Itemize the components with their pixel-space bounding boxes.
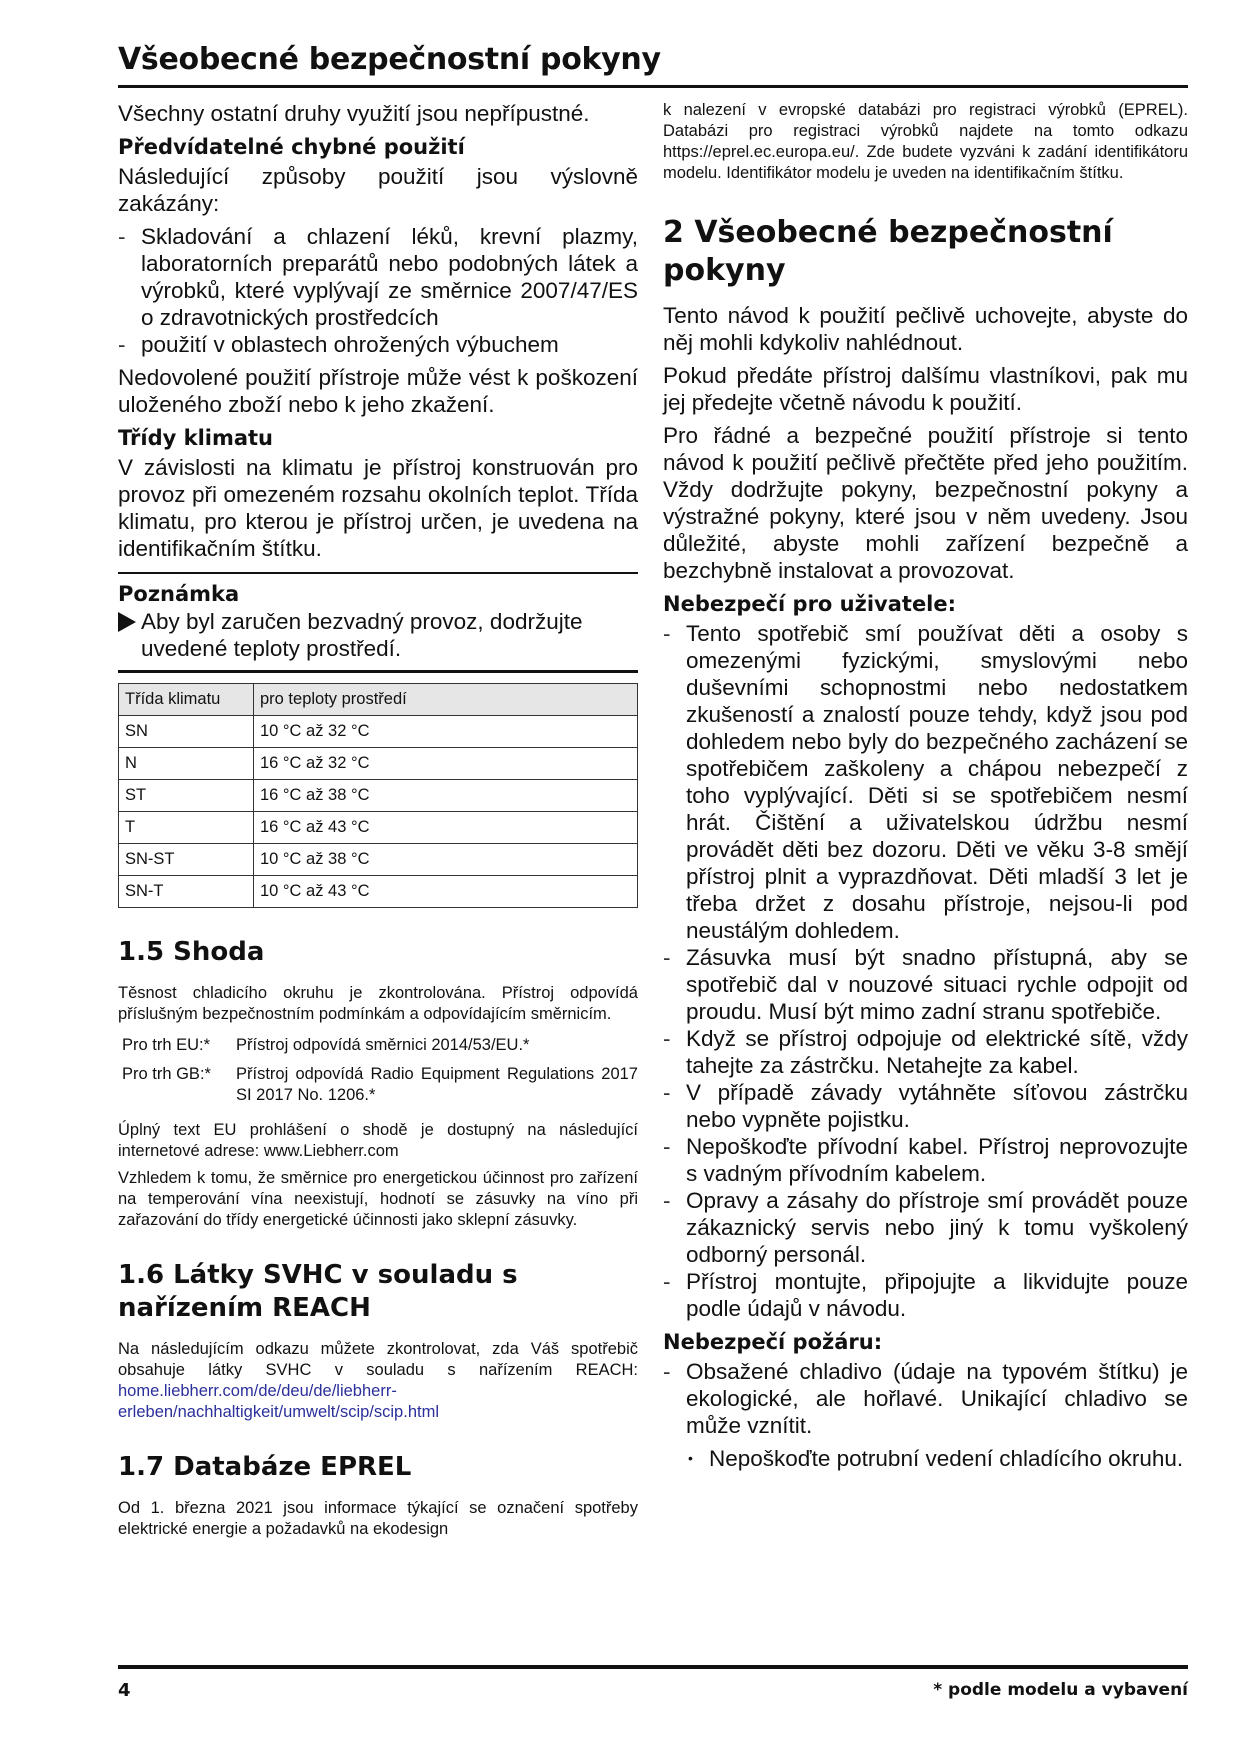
- list-item: - Nepoškoďte přívodní kabel. Přístroj neprovozujte s vadným přívodním kabelem.: [663, 1133, 1188, 1187]
- footer-rule: [118, 1665, 1188, 1669]
- footnote: * podle modelu a vybavení: [933, 1680, 1188, 1700]
- header-rule: [118, 85, 1188, 88]
- page-header: [118, 38, 1188, 82]
- list-item: - Opravy a zásahy do přístroje smí provádět pouze zákaznický servis nebo jiný k tomu vyškolený odborný personál.: [663, 1187, 1188, 1268]
- list-item: - Zásuvka musí být snadno přístupná, aby se spotřebič dal v nouzové situaci rychle odpojit od proudu. Musí být mimo zadní stranu spotřebiče.: [663, 944, 1188, 1025]
- column-header: pro teploty prostředí: [254, 684, 638, 716]
- list-item: - Skladování a chlazení léků, krevní plazmy, laboratorních preparátů nebo podobných látek a výrobků, které vyplývají ze směrnice 2007/47/ES o zdravotnických prostředcích: [118, 223, 638, 331]
- definition-row: [122, 1064, 638, 1106]
- paragraph: Pro řádné a bezpečné použití přístroje si tento návod k použití pečlivě přečtěte před jeho použitím. Vždy dodržujte pokyny, bezpečnostní pokyny a výstražné pokyny, které jsou v něm uvedeny. Jsou důležité, abyste mohli zařízení bezpečně a bezchybně instalovat a provozovat.: [663, 423, 1188, 583]
- temperature-range: 10 °C až 43 °C: [254, 876, 638, 908]
- svhc-link[interactable]: home.liebherr.com/de/deu/de/liebherr-erleben/nachhaltigkeit/umwelt/scip/scip.html: [118, 1382, 439, 1421]
- section-2-heading: 2 Všeobecné bezpečnostní pokyny: [663, 215, 1113, 288]
- table-header-row: [119, 684, 638, 716]
- table-row: [119, 812, 638, 844]
- temperature-range: 16 °C až 32 °C: [254, 748, 638, 780]
- table-row: [119, 716, 638, 748]
- paragraph: Tento návod k použití pečlivě uchovejte, abyste do něj mohli kdykoliv nahlédnout.: [663, 303, 1188, 355]
- climate-class: T: [119, 812, 254, 844]
- temperature-range: 16 °C až 38 °C: [254, 780, 638, 812]
- note-title: Poznámka: [118, 582, 240, 606]
- conformity-text: Těsnost chladicího okruhu je zkontrolována. Přístroj odpovídá příslušným bezpečnostním podmínkám a odpovídajícím směrnicím.: [118, 984, 638, 1023]
- climate-class: SN-T: [119, 876, 254, 908]
- column-header: Třída klimatu: [119, 684, 254, 716]
- intro-text: Všechny ostatní druhy využití jsou nepřípustné.: [118, 101, 590, 126]
- note-item: [118, 608, 638, 662]
- user-danger-list: [663, 620, 1188, 1322]
- list-item: - V případě závady vytáhněte síťovou zástrčku nebo vypněte pojistku.: [663, 1079, 1188, 1133]
- temperature-range: 10 °C až 38 °C: [254, 844, 638, 876]
- user-danger-heading: Nebezpečí pro uživatele:: [663, 592, 957, 616]
- climate-table: [118, 683, 638, 908]
- table-row: [119, 844, 638, 876]
- climate-class: SN: [119, 716, 254, 748]
- fire-danger-list: [663, 1358, 1188, 1439]
- definition-term: Pro trh GB:*: [122, 1065, 211, 1083]
- table-row: [119, 748, 638, 780]
- table-row: [119, 876, 638, 908]
- table-row: [119, 780, 638, 812]
- paragraph: Pokud předáte přístroj dalšímu vlastníkovi, pak mu jej předejte včetně návodu k použití.: [663, 363, 1188, 415]
- list-item: • Nepoškoďte potrubní vedení chladícího okruhu.: [686, 1445, 1188, 1472]
- section-1-7-heading: 1.7 Databáze EPREL: [118, 1452, 412, 1482]
- temperature-range: 16 °C až 43 °C: [254, 812, 638, 844]
- list-item: - Obsažené chladivo (údaje na typovém štítku) je ekologické, ale hořlavé. Unikající chladivo se může vznítit.: [663, 1358, 1188, 1439]
- energy-class-text: Vzhledem k tomu, že směrnice pro energetickou účinnost pro zařízení na temperování vína neexistují, hodnotí se zásuvky na víno při zařazování do třídy energetické účinnosti jako sklepní zásuvky.: [118, 1169, 638, 1229]
- definition-row: [122, 1035, 638, 1056]
- list-item: - použití v oblastech ohrožených výbuchem: [118, 331, 638, 358]
- eprel-continuation: k nalezení v evropské databázi pro registraci výrobků (EPREL). Databázi pro registraci výrobků najdete na tomto odkazu https://eprel.ec.europa.eu/. Zde budete vyzváni k zadání identifikátoru modelu. Identifikátor modelu je uveden na identifikačním štítku.: [663, 101, 1188, 182]
- note-top-rule: [118, 572, 638, 574]
- climate-class: ST: [119, 780, 254, 812]
- arrow-right-icon: [118, 612, 136, 632]
- note-bottom-rule: [118, 670, 638, 673]
- svhc-text: [118, 1339, 638, 1423]
- climate-text: V závislosti na klimatu je přístroj konstruován pro provoz při omezeném rozsahu okolních teplot. Třída klimatu, pro kterou je přístroj určen, je uvedena na identifikačním štítku.: [118, 455, 638, 561]
- definition-desc: Přístroj odpovídá směrnici 2014/53/EU.*: [236, 1036, 530, 1054]
- page-number: 4: [118, 1680, 131, 1701]
- misuse-list: [118, 223, 638, 358]
- climate-class: N: [119, 748, 254, 780]
- eprel-text: Od 1. března 2021 jsou informace týkající se označení spotřeby elektrické energie a požadavků na ekodesign: [118, 1499, 638, 1538]
- definition-desc: Přístroj odpovídá Radio Equipment Regulations 2017 SI 2017 No. 1206.*: [236, 1065, 638, 1104]
- market-definitions: [122, 1035, 638, 1106]
- section-1-5-heading: 1.5 Shoda: [118, 937, 265, 967]
- page-title: Všeobecné bezpečnostní pokyny: [118, 42, 661, 77]
- climate-heading: Třídy klimatu: [118, 426, 274, 450]
- section-1-6-heading: 1.6 Látky SVHC v souladu s nařízením REACH: [118, 1260, 518, 1323]
- declaration-text: Úplný text EU prohlášení o shodě je dostupný na následující internetové adrese: www.Liebherr.com: [118, 1121, 638, 1160]
- fire-danger-heading: Nebezpečí požáru:: [663, 1330, 883, 1354]
- list-item: - Když se přístroj odpojuje od elektrické sítě, vždy tahejte za zástrčku. Netahejte za kabel.: [663, 1025, 1188, 1079]
- svhc-intro: Na následujícím odkazu můžete zkontrolovat, zda Váš spotřebič obsahuje látky SVHC v souladu s nařízením REACH:: [118, 1340, 638, 1379]
- list-item: - Přístroj montujte, připojujte a likvidujte pouze podle údajů v návodu.: [663, 1268, 1188, 1322]
- temperature-range: 10 °C až 32 °C: [254, 716, 638, 748]
- fire-danger-sublist: [686, 1445, 1188, 1472]
- list-item: - Tento spotřebič smí používat děti a osoby s omezenými fyzickými, smyslovými nebo duševními schopnostmi nebo nedostatkem zkušeností a znalostí pouze tehdy, když jsou pod dohledem nebo byly do bezpečného zacházení se spotřebičem zaškoleny a chápou nebezpečí z toho vyplývající. Děti si se spotřebičem nesmí hrát. Čištění a uživatelskou údržbu nesmí provádět děti bez dozoru. Děti ve věku 3-8 smějí přístroj plnit a vyprazdňovat. Děti mladší 3 let je třeba držet z dosahu přístroje, nejsou-li pod neustálým dohledem.: [663, 620, 1188, 944]
- climate-class: SN-ST: [119, 844, 254, 876]
- definition-term: Pro trh EU:*: [122, 1036, 211, 1054]
- misuse-consequence: Nedovolené použití přístroje může vést k poškození uloženého zboží nebo k jeho zkažení.: [118, 365, 638, 417]
- misuse-text: Následující způsoby použití jsou výslovně zakázány:: [118, 164, 638, 216]
- note-text: Aby byl zaručen bezvadný provoz, dodržujte uvedené teploty prostředí.: [141, 609, 583, 661]
- right-column: [663, 100, 1188, 1472]
- misuse-heading: Předvídatelné chybné použití: [118, 135, 465, 159]
- left-column: [118, 100, 638, 1546]
